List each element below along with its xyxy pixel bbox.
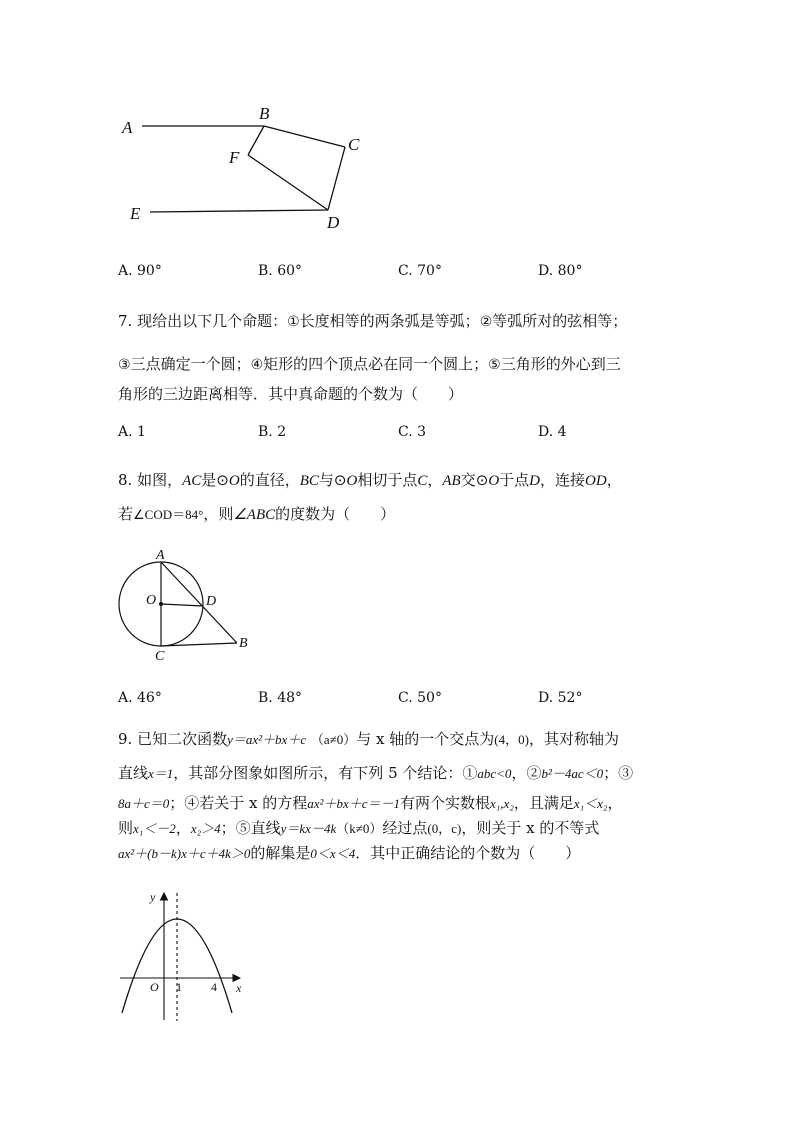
x-axis-label: x (236, 981, 242, 995)
segment-OD (161, 604, 203, 606)
label-A: A (122, 118, 133, 137)
segment-AB (161, 562, 237, 643)
segment-BF (248, 126, 264, 155)
q8-option-b[interactable]: B. 48° (258, 690, 303, 706)
label-A: A (156, 548, 165, 563)
segment-CD (328, 147, 345, 210)
q9-line-4: 则x₁＜－2，x₂＞4；⑤直线y＝kx－4k（k≠0）经过点(0，c)，则关于 x 的不等式 (118, 819, 600, 837)
q6-option-b[interactable]: B. 60° (258, 263, 303, 279)
q6-option-a[interactable]: A. 90° (118, 263, 162, 279)
label-F: F (229, 148, 240, 167)
label-D: D (206, 594, 217, 609)
q9-line-3: 8a＋c＝0；④若关于 x 的方程ax²＋bx＋c＝－1有两个实数根x₁,x₂，且满足x₁＜x₂， (118, 794, 623, 812)
q7-option-a[interactable]: A. 1 (118, 424, 146, 440)
q6-options (118, 263, 718, 283)
q8-options (118, 690, 718, 710)
q7-option-b[interactable]: B. 2 (258, 424, 287, 440)
segment-BC (264, 126, 345, 147)
q7-option-c[interactable]: C. 3 (398, 424, 427, 440)
q9-figure (110, 885, 260, 1025)
label-D: D (327, 213, 340, 232)
q7-line-1: 7. 现给出以下几个命题：①长度相等的两条弧是等弧；②等弧所对的弦相等； (118, 312, 628, 330)
label-C: C (155, 649, 165, 664)
tick-label-1: 1 (176, 980, 182, 994)
q9-line-1: 9. 已知二次函数y＝ax²＋bx＋c （a≠0）与 x 轴的一个交点为(4，0)，其对称轴为 (118, 730, 619, 748)
q7-line-2: ③三点确定一个圆；④矩形的四个顶点必在同一个圆上；⑤三角形的外心到三 (118, 355, 621, 373)
q8-option-c[interactable]: C. 50° (398, 690, 442, 706)
label-C: C (348, 135, 360, 154)
q8-option-d[interactable]: D. 52° (538, 690, 583, 706)
q9-line-2: 直线x＝1，其部分图象如图所示，有下列 5 个结论：①abc<0，②b²－4ac＜0；③ (118, 764, 634, 782)
q8-line-1: 8. 如图，AC是⊙O的直径，BC与⊙O相切于点C，AB交⊙O于点D，连接OD， (118, 471, 622, 489)
q6-figure (110, 95, 380, 240)
q9-line-5: ax²＋(b－k)x＋c＋4k＞0的解集是0＜x＜4．其中正确结论的个数为（ ） (118, 844, 581, 862)
q8-option-a[interactable]: A. 46° (118, 690, 162, 706)
tick-label-4: 4 (211, 980, 217, 994)
label-B: B (239, 636, 248, 651)
q6-option-c[interactable]: C. 70° (398, 263, 442, 279)
label-B: B (259, 104, 270, 123)
origin-label: O (150, 980, 159, 994)
q7-option-d[interactable]: D. 4 (538, 424, 567, 440)
segment-FD (248, 155, 328, 210)
q8-figure (110, 546, 260, 666)
q8-line-2: 若∠COD＝84°，则∠ABC的度数为（ ） (118, 505, 396, 523)
center-dot (159, 602, 163, 606)
q6-option-d[interactable]: D. 80° (538, 263, 583, 279)
label-E: E (130, 204, 141, 223)
y-axis-label: y (150, 890, 156, 904)
segment-ED (150, 210, 328, 212)
label-O: O (146, 593, 157, 608)
q7-options (118, 424, 718, 444)
q7-line-3: 角形的三边距离相等．其中真命题的个数为（ ） (118, 385, 464, 403)
